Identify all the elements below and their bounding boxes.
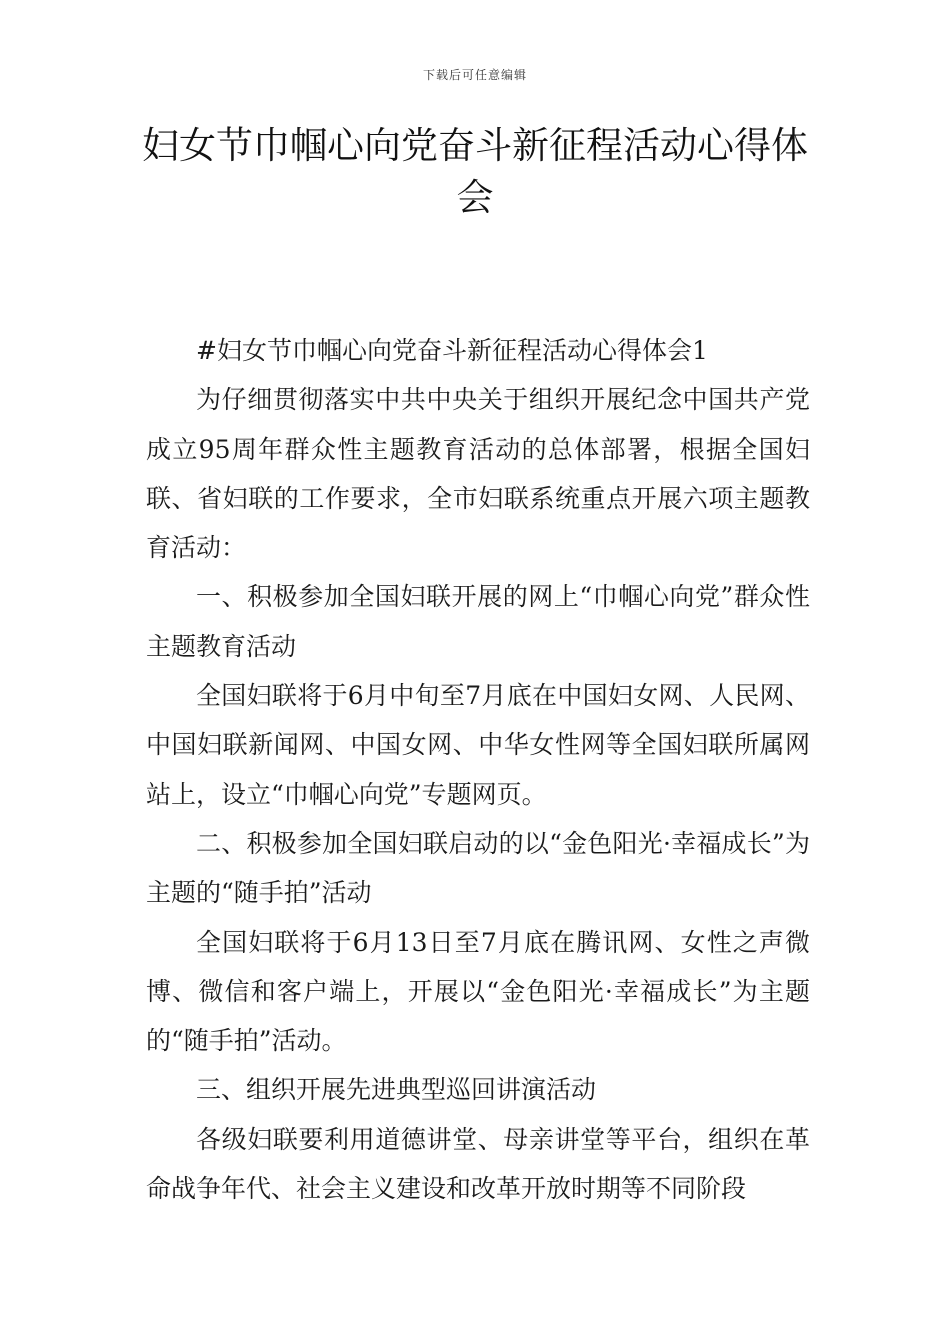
paragraph: #妇女节巾帼心向党奋斗新征程活动心得体会1 bbox=[196, 336, 708, 365]
paragraph: 一、积极参加全国妇联开展的网上“巾帼心向党”群众性主题教育活动 bbox=[146, 582, 810, 661]
document-body bbox=[146, 326, 810, 1213]
header-note: 下载后可任意编辑 bbox=[422, 68, 527, 82]
paragraph: 为仔细贯彻落实中共中央关于组织开展纪念中国共产党成立95周年群众性主题教育活动的总体部署，根据全国妇联、省妇联的工作要求，全市妇联系统重点开展六项主题教育活动： bbox=[146, 385, 810, 563]
paragraph: 三、组织开展先进典型巡回讲演活动 bbox=[196, 1075, 597, 1105]
paragraph: 全国妇联将于6月13日至7月底在腾讯网、女性之声微博、微信和客户端上，开展以“金色阳光·幸福成长”为主题的“随手拍”活动。 bbox=[146, 927, 810, 1056]
paragraph: 全国妇联将于6月中旬至7月底在中国妇女网、人民网、中国妇联新闻网、中国女网、中华女性网等全国妇联所属网站上，设立“巾帼心向党”专题网页。 bbox=[146, 681, 810, 809]
document-title: 妇女节巾帼心向党奋斗新征程活动心得体会 bbox=[142, 124, 808, 219]
paragraph: 各级妇联要利用道德讲堂、母亲讲堂等平台，组织在革命战争年代、社会主义建设和改革开放时期等不同阶段 bbox=[146, 1124, 810, 1204]
paragraph: 二、积极参加全国妇联启动的以“金色阳光·幸福成长”为主题的“随手拍”活动 bbox=[146, 828, 810, 908]
